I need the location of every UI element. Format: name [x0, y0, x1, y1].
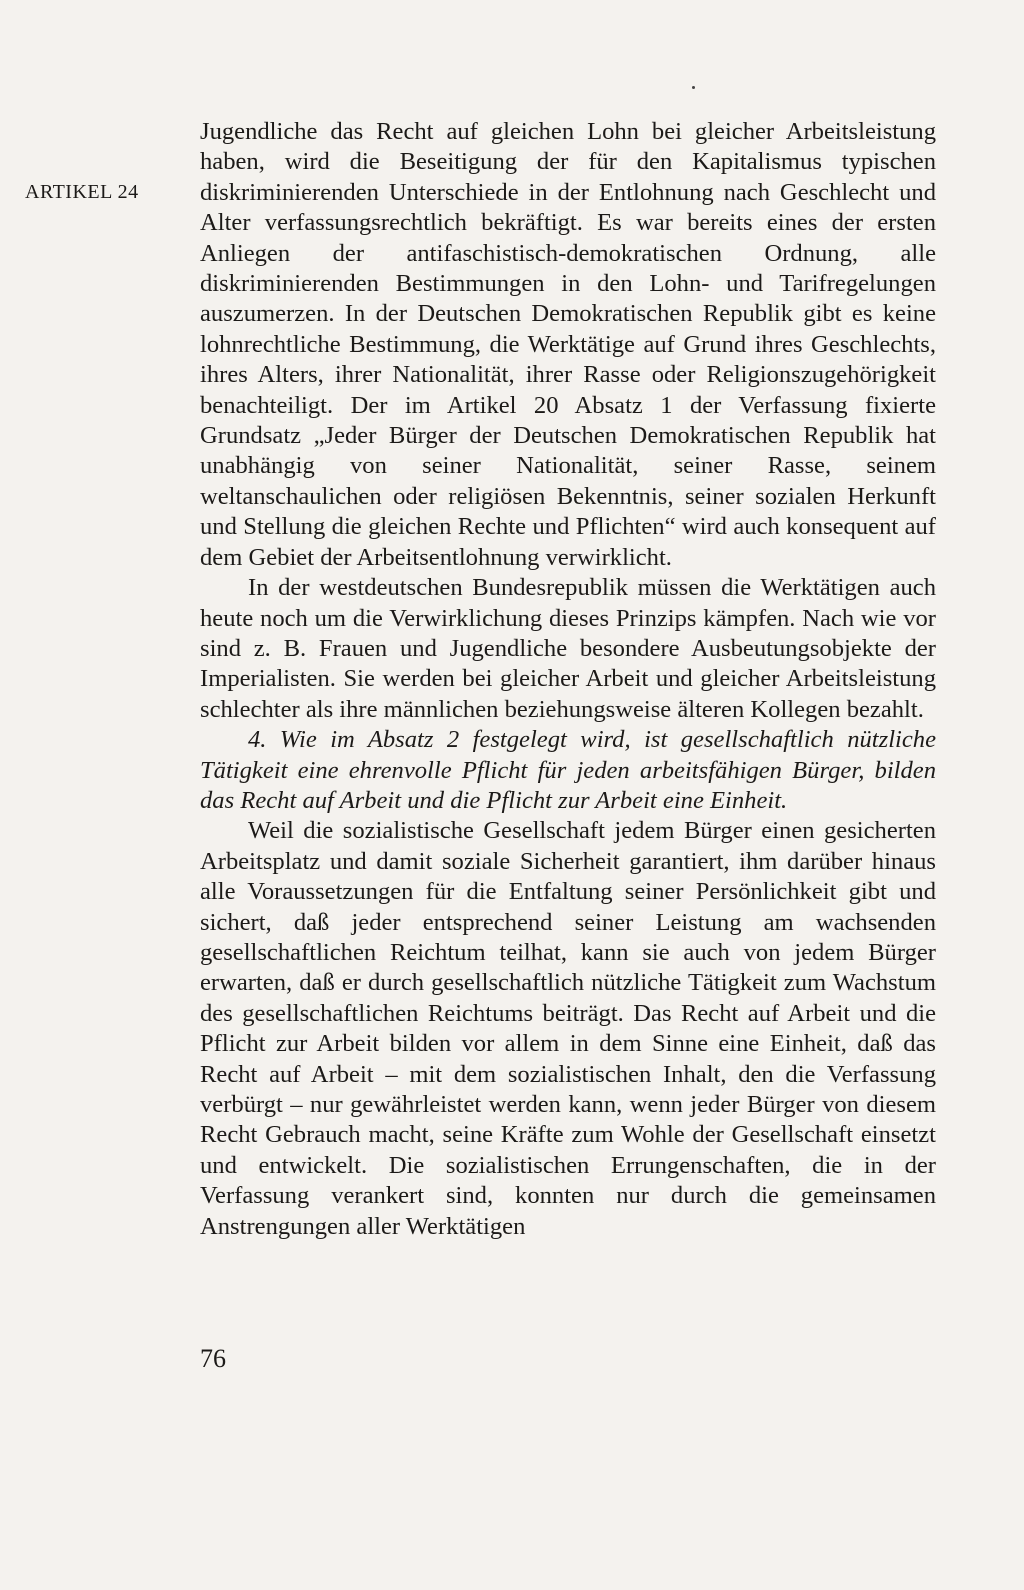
page-number: 76: [200, 1344, 226, 1373]
article-margin-label: ARTIKEL 24: [25, 181, 139, 203]
paragraph-section-4: 4. Wie im Absatz 2 festgelegt wird, ist gesellschaftlich nützliche Tätigkeit eine ehrenvolle Pflicht für jeden arbeitsfähigen Bürger, bilden das Recht auf Arbeit und die Pflicht zur Arbeit eine Einheit.: [200, 726, 936, 814]
paragraph-right-and-duty: Weil die sozialistische Gesellschaft jedem Bürger einen gesicherten Arbeitsplatz und damit soziale Sicherheit garantiert, ihm darüber hinaus alle Voraussetzungen für die Entfaltung seiner Persönlichkeit gibt und sichert, daß jeder entsprechend seiner Leistung am wachsenden gesellschaftlichen Reichtum teilhat, kann sie auch von jedem Bürger erwarten, daß er durch gesellschaftlich nützliche Tätigkeit zum Wachstum des gesellschaftlichen Reichtums beiträgt. Das Recht auf Arbeit und die Pflicht zur Arbeit bilden vor allem in dem Sinne eine Einheit, daß das Recht auf Arbeit – mit dem sozialistischen Inhalt, den die Verfassung verbürgt – nur gewährleistet werden kann, wenn jeder Bürger von diesem Recht Gebrauch macht, seine Kräfte zum Wohle der Gesellschaft einsetzt und entwickelt. Die sozialistischen Errungenschaften, die in der Verfassung verankert sind, konnten nur durch die gemeinsamen Anstrengungen aller Werktätigen: [200, 817, 936, 1240]
paragraph-continued: Jugendliche das Recht auf gleichen Lohn bei gleicher Arbeitsleistung haben, wird die Beseitigung der für den Kapitalismus typischen diskriminierenden Unterschiede in der Entlohnung nach Geschlecht und Alter verfassungsrechtlich bekräftigt. Es war bereits eines der ersten Anliegen der antifaschistisch-demokratischen Ordnung, alle diskriminierenden Bestimmungen in den Lohn- und Tarifregelungen auszumerzen. In der Deutschen Demokratischen Republik gibt es keine lohnrechtliche Bestimmung, die Werktätige auf Grund ihres Geschlechts, ihres Alters, ihrer Nationalität, ihrer Rasse oder Religionszugehörigkeit benachteiligt. Der im Artikel 20 Absatz 1 der Verfassung fixierte Grundsatz „Jeder Bürger der Deutschen Demokratischen Republik hat unabhängig von seiner Nationalität, seiner Rasse, seinem weltanschaulichen oder religiösen Bekenntnis, seiner sozialen Herkunft und Stellung die gleichen Rechte und Pflichten“ wird auch konsequent auf dem Gebiet der Arbeitsentlohnung verwirklicht.: [200, 118, 936, 571]
body-text: [200, 117, 936, 1242]
paragraph-west-germany: In der westdeutschen Bundesrepublik müssen die Werktätigen auch heute noch um die Verwirklichung dieses Prinzips kämpfen. Nach wie vor sind z. B. Frauen und Jugendliche besondere Ausbeutungsobjekte der Imperialisten. Sie werden bei gleicher Arbeit und gleicher Arbeitsleistung schlechter als ihre männlichen beziehungsweise älteren Kollegen bezahlt.: [200, 574, 936, 723]
print-speck: [692, 86, 695, 89]
